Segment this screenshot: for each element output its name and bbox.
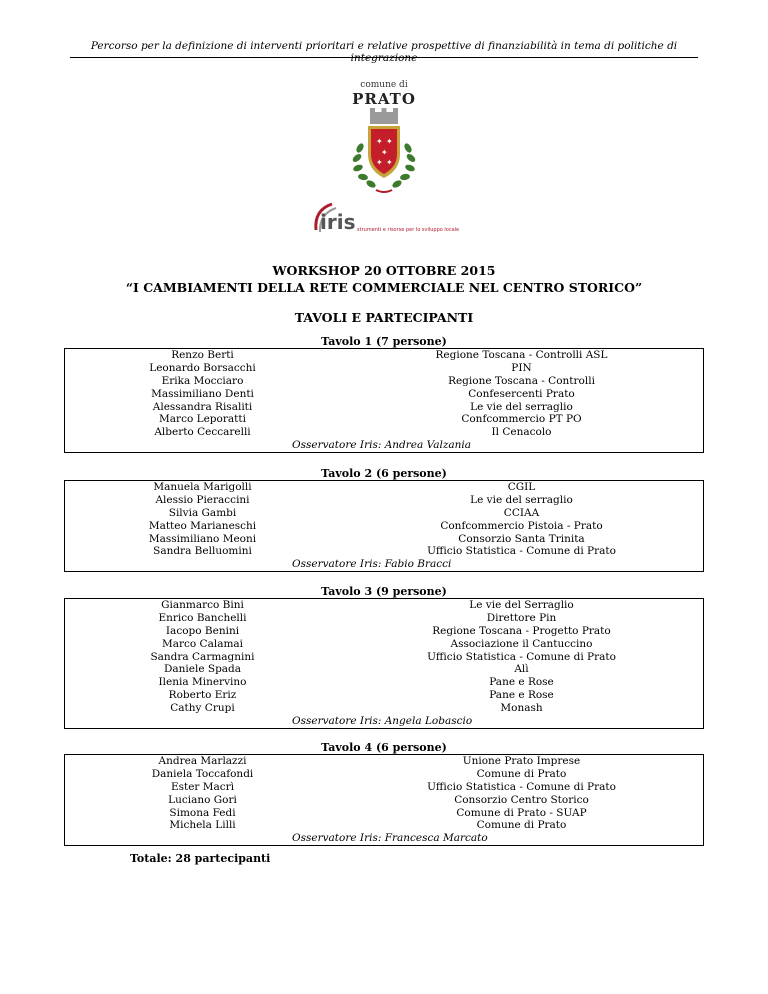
iris-wordmark: iris bbox=[320, 210, 356, 234]
table-row bbox=[65, 520, 703, 533]
participant-name: Alessandra Risaliti bbox=[152, 400, 253, 413]
participant-name: Renzo Berti bbox=[171, 349, 234, 361]
tavolo-3-title: Tavolo 3 (9 persone) bbox=[321, 585, 447, 598]
tavolo-1-title: Tavolo 1 (7 persone) bbox=[321, 335, 447, 348]
participant-name: Daniele Spada bbox=[163, 663, 242, 676]
workshop-title-line2: “I CAMBIAMENTI DELLA RETE COMMERCIALE NEL CENTRO STORICO” bbox=[125, 280, 643, 295]
table-row bbox=[65, 689, 703, 702]
table-row bbox=[65, 651, 703, 664]
table-row bbox=[65, 533, 703, 546]
participant-name: Massimiliano Meoni bbox=[148, 532, 257, 545]
participant-org: Alì bbox=[514, 663, 529, 676]
participant-name: Luciano Gori bbox=[168, 793, 237, 806]
participant-org: Comune di Prato bbox=[476, 819, 567, 832]
table-row bbox=[65, 494, 703, 507]
participant-org: Le vie del serraglio bbox=[470, 493, 573, 506]
table-row bbox=[65, 755, 703, 768]
logo-prato-label: PRATO bbox=[352, 90, 416, 108]
participant-name: Manuela Marigolli bbox=[153, 481, 252, 493]
workshop-title bbox=[60, 262, 708, 296]
participant-org: Comune di Prato bbox=[476, 767, 567, 780]
participant-name: Iacopo Benini bbox=[165, 624, 240, 637]
tavolo-4-table bbox=[64, 754, 704, 846]
participant-name: Sandra Carmagnini bbox=[150, 650, 255, 663]
participant-org: PIN bbox=[511, 361, 532, 374]
participant-org: Le vie del Serraglio bbox=[469, 599, 574, 611]
participant-org: Consorzio Centro Storico bbox=[454, 793, 589, 806]
table-row bbox=[65, 768, 703, 781]
observer-label: Osservatore Iris: Angela Lobascio bbox=[292, 715, 473, 728]
participant-name: Gianmarco Bini bbox=[161, 599, 244, 611]
participant-name: Michela Lilli bbox=[169, 819, 236, 832]
participant-name: Erika Mocciaro bbox=[161, 374, 244, 387]
table-row bbox=[65, 545, 703, 558]
participant-name: Matteo Marianeschi bbox=[148, 519, 257, 532]
table-row bbox=[65, 638, 703, 651]
participant-org: CGIL bbox=[507, 481, 536, 493]
table-row bbox=[65, 819, 703, 832]
participant-org: Regione Toscana - Controlli bbox=[448, 374, 595, 387]
participant-name: Alberto Ceccarelli bbox=[154, 426, 251, 439]
participant-name: Cathy Crupi bbox=[170, 702, 235, 715]
observer-label: Osservatore Iris: Fabio Bracci bbox=[292, 558, 452, 571]
observer-label: Osservatore Iris: Francesca Marcato bbox=[292, 832, 488, 845]
participant-org: Pane e Rose bbox=[489, 689, 554, 702]
table-row bbox=[65, 612, 703, 625]
participant-org: Ufficio Statistica - Comune di Prato bbox=[427, 650, 616, 663]
svg-text:✦: ✦ bbox=[381, 148, 388, 157]
participant-org: Monash bbox=[500, 702, 543, 715]
participant-org: Ufficio Statistica - Comune di Prato bbox=[427, 545, 616, 558]
tavolo-3-table bbox=[64, 598, 704, 729]
tavolo-2-table bbox=[64, 480, 704, 572]
table-row bbox=[65, 481, 703, 494]
table-row bbox=[65, 702, 703, 715]
participant-name: Roberto Eriz bbox=[168, 689, 237, 702]
participant-name: Andrea Marlazzi bbox=[158, 755, 247, 767]
workshop-title-line1: WORKSHOP 20 OTTOBRE 2015 bbox=[272, 263, 496, 278]
observer-label: Osservatore Iris: Andrea Valzania bbox=[292, 439, 472, 452]
participant-name: Massimiliano Denti bbox=[151, 387, 254, 400]
observer-row bbox=[65, 439, 703, 452]
tavolo-2-title: Tavolo 2 (6 persone) bbox=[321, 467, 447, 480]
table-row bbox=[65, 375, 703, 388]
participant-org: Pane e Rose bbox=[489, 676, 554, 689]
tavolo-4-title: Tavolo 4 (6 persone) bbox=[321, 741, 447, 754]
total-participants: Totale: 28 partecipanti bbox=[130, 852, 271, 865]
table-row bbox=[65, 781, 703, 794]
participant-name: Leonardo Borsacchi bbox=[149, 361, 256, 374]
participant-name: Enrico Banchelli bbox=[158, 611, 247, 624]
participant-org: Ufficio Statistica - Comune di Prato bbox=[427, 780, 616, 793]
table-row bbox=[65, 388, 703, 401]
table-row bbox=[65, 625, 703, 638]
section-subtitle: TAVOLI E PARTECIPANTI bbox=[294, 310, 474, 325]
participant-name: Ilenia Minervino bbox=[158, 676, 247, 689]
observer-row bbox=[65, 558, 703, 571]
participant-name: Marco Leporatti bbox=[159, 413, 246, 426]
tavolo-1-table bbox=[64, 348, 704, 453]
table-row bbox=[65, 349, 703, 362]
header-rule bbox=[70, 57, 698, 58]
svg-text:✦: ✦ bbox=[376, 137, 383, 146]
table-row bbox=[65, 426, 703, 439]
svg-text:✦: ✦ bbox=[376, 158, 383, 167]
participant-org: Il Cenacolo bbox=[491, 426, 552, 439]
participant-org: Regione Toscana - Controlli ASL bbox=[435, 349, 608, 361]
table-row bbox=[65, 362, 703, 375]
participant-org: Direttore Pin bbox=[486, 611, 557, 624]
participant-name: Ester Macrì bbox=[170, 780, 235, 793]
prato-coat-of-arms-icon bbox=[346, 108, 422, 198]
table-row bbox=[65, 507, 703, 520]
table-row bbox=[65, 794, 703, 807]
participant-org: Confcommercio PT PO bbox=[461, 413, 582, 426]
table-row bbox=[65, 401, 703, 414]
iris-logo bbox=[310, 200, 460, 240]
participant-name: Alessio Pieraccini bbox=[155, 493, 250, 506]
logo-comune-label: comune di bbox=[360, 80, 408, 90]
participant-name: Silvia Gambi bbox=[168, 506, 237, 519]
participant-name: Simona Fedi bbox=[169, 806, 236, 819]
participant-name: Daniela Toccafondi bbox=[151, 767, 254, 780]
observer-row bbox=[65, 715, 703, 728]
participant-org: Consorzio Santa Trinita bbox=[458, 532, 585, 545]
participant-name: Sandra Belluomini bbox=[153, 545, 252, 558]
table-row bbox=[65, 663, 703, 676]
table-row bbox=[65, 413, 703, 426]
participant-name: Marco Calamai bbox=[161, 637, 244, 650]
participant-org: Comune di Prato - SUAP bbox=[456, 806, 587, 819]
observer-row bbox=[65, 832, 703, 845]
table-row bbox=[65, 599, 703, 612]
participant-org: CCIAA bbox=[503, 506, 540, 519]
participant-org: Associazione il Cantuccino bbox=[450, 637, 593, 650]
table-row bbox=[65, 807, 703, 820]
participant-org: Le vie del serraglio bbox=[470, 400, 573, 413]
participant-org: Confesercenti Prato bbox=[468, 387, 575, 400]
svg-text:✦: ✦ bbox=[386, 137, 393, 146]
participant-org: Regione Toscana - Progetto Prato bbox=[432, 624, 611, 637]
table-row bbox=[65, 676, 703, 689]
page-header: Percorso per la definizione di interventi prioritari e relative prospettive di finanziabilità in tema di politiche di integrazione bbox=[90, 40, 678, 64]
participant-org: Confcommercio Pistoia - Prato bbox=[440, 519, 603, 532]
iris-tagline: strumenti e risorse per lo sviluppo locale bbox=[357, 227, 460, 233]
participant-org: Unione Prato Imprese bbox=[462, 755, 581, 767]
svg-text:✦: ✦ bbox=[386, 158, 393, 167]
